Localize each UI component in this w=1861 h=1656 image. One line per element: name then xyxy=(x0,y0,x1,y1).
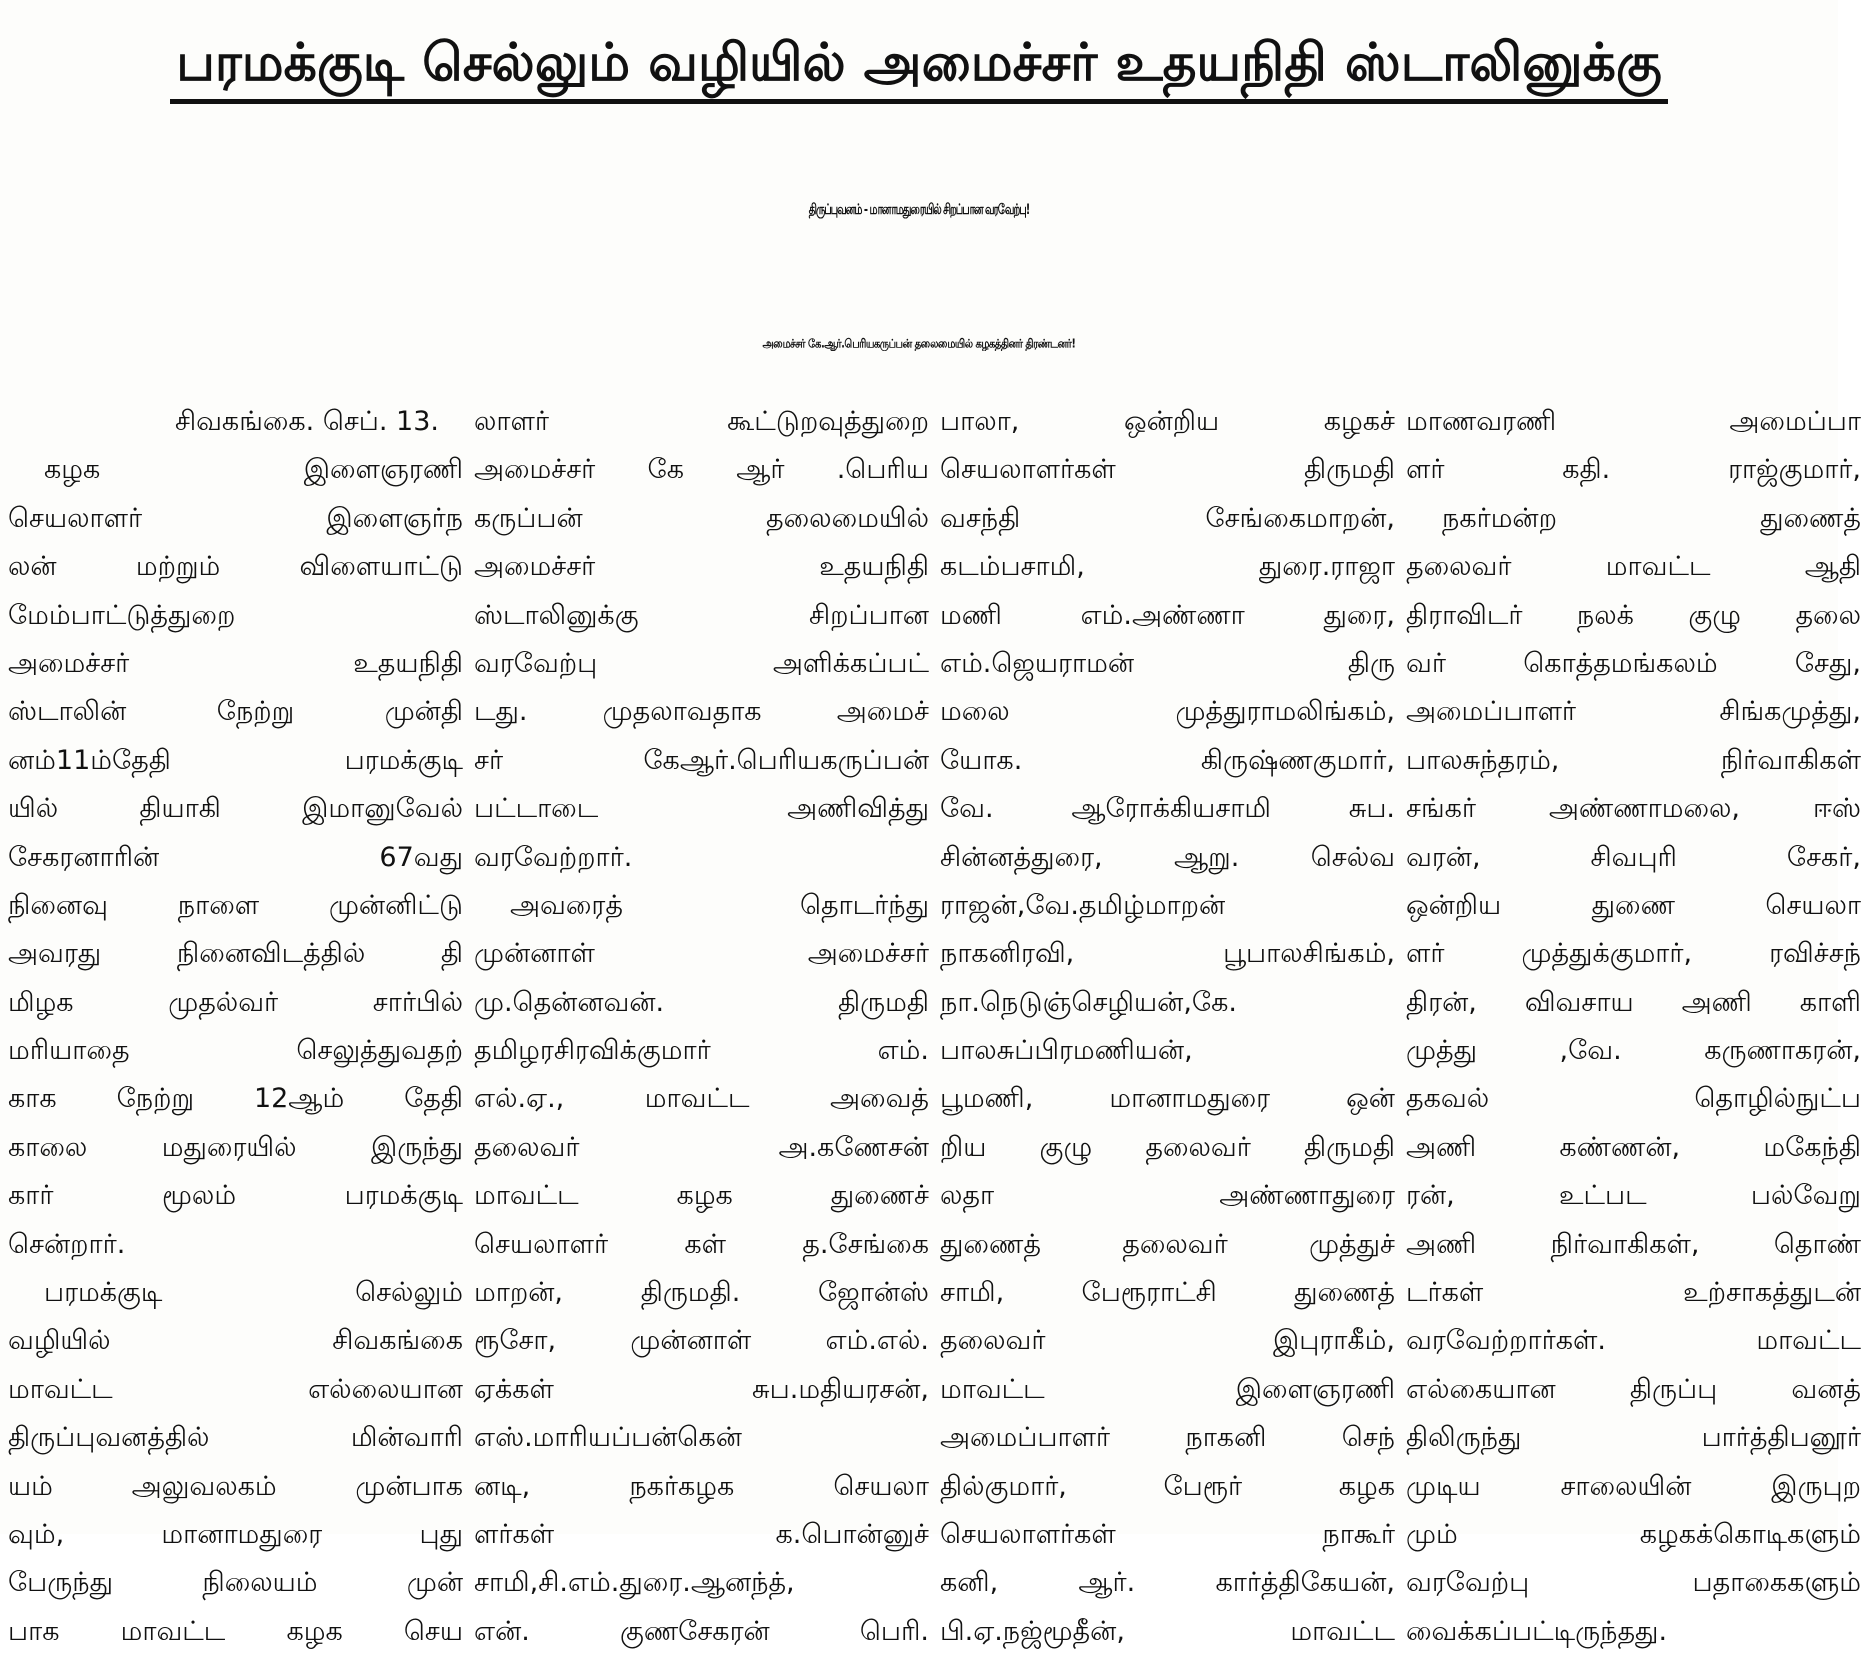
article-line: பேருந்து நிலையம் முன் xyxy=(8,1567,463,1599)
article-line: ளர்கள் க.பொன்னுச் xyxy=(474,1518,929,1550)
article-column-2 xyxy=(474,398,929,1656)
article-line: தலைவர் இபுராகீம், xyxy=(940,1325,1395,1357)
article-line: அமைப்பாளர் சிங்கமுத்து, xyxy=(1406,696,1861,728)
article-line: னம்11ம்தேதி பரமக்குடி xyxy=(8,744,463,776)
kicker-text: பரமக்குடி செல்லும் வழியில் அமைச்சர் உதயநிதி ஸ்டாலினுக்கு xyxy=(170,27,1668,104)
article-line: பூமணி, மானாமதுரை ஒன் xyxy=(940,1083,1395,1115)
article-line: பட்டாடை அணிவித்து xyxy=(474,793,929,825)
article-line: அமைச்சர் கே ஆர் .பெரிய xyxy=(474,454,929,486)
article-line: டர்கள் உற்சாகத்துடன் xyxy=(1406,1277,1861,1309)
article-line: சென்றார். xyxy=(8,1228,126,1260)
article-line: மிழக முதல்வர் சார்பில் xyxy=(8,986,463,1018)
article-line: ளர் கதி. ராஜ்குமார், xyxy=(1406,454,1861,486)
article-line: தலைவர் அ.கணேசன் xyxy=(474,1131,929,1163)
article-line: சாமி, பேரூராட்சி துணைத் xyxy=(940,1277,1395,1309)
article-line: யம் அலுவலகம் முன்பாக xyxy=(8,1470,463,1502)
article-line: கழக இளைஞரணி xyxy=(44,454,463,486)
article-line: மேம்பாட்டுத்துறை xyxy=(8,599,236,631)
article-line: மாறன், திருமதி. ஜோன்ஸ் xyxy=(474,1277,929,1309)
article-body xyxy=(8,398,1861,1647)
article-line: மலை முத்துராமலிங்கம், xyxy=(940,696,1395,728)
article-line: வரவேற்பு அளிக்கப்பட் xyxy=(474,647,929,679)
article-line: வரன், சிவபுரி சேகர், xyxy=(1406,841,1861,873)
article-line: வரவேற்றார்கள். மாவட்ட xyxy=(1406,1325,1861,1357)
article-line: பாலசுப்பிரமணியன், xyxy=(940,1035,1193,1067)
article-line: னடி, நகர்கழக செயலா xyxy=(474,1470,929,1502)
article-line: சங்கர் அண்ணாமலை, ஈஸ் xyxy=(1406,793,1861,825)
article-line: சிவகங்கை. செப். 13. xyxy=(174,406,439,437)
article-line: தகவல் தொழில்நுட்ப xyxy=(1406,1083,1861,1115)
article-line: திருப்புவனத்தில் மின்வாரி xyxy=(8,1422,463,1454)
article-line: எஸ்.மாரியப்பன்கென் xyxy=(474,1422,742,1454)
article-line: வர் கொத்தமங்கலம் சேது, xyxy=(1406,647,1861,679)
article-line: செயலாளர்கள் நாகூர் xyxy=(940,1518,1395,1550)
article-line: சாமி,சி.எம்.துரை.ஆனந்த், xyxy=(474,1567,795,1599)
article-line: ரன், உட்பட பல்வேறு xyxy=(1406,1180,1861,1212)
article-line: பாக மாவட்ட கழக செய xyxy=(8,1615,463,1647)
article-line: எல்.ஏ., மாவட்ட அவைத் xyxy=(474,1083,929,1115)
article-line: லாளர் கூட்டுறவுத்துறை xyxy=(474,406,929,437)
article-line: திலிருந்து பார்த்திபனூர் xyxy=(1406,1422,1861,1454)
article-line: நினைவு நாளை முன்னிட்டு xyxy=(8,889,463,921)
article-line: அணி கண்ணன், மகேந்தி xyxy=(1406,1131,1861,1163)
article-line: ஒன்றிய துணை செயலா xyxy=(1406,889,1861,921)
article-column-1 xyxy=(8,398,463,1656)
article-line: வரவேற்பு பதாகைகளும் xyxy=(1406,1567,1861,1599)
main-headline: திருப்புவனம் - மானாமதுரையில் சிறப்பான வரவேற்பு! xyxy=(808,202,1030,219)
article-line: நா.நெடுஞ்செழியன்,கே. xyxy=(940,986,1237,1018)
article-line: மாவட்ட கழக துணைச் xyxy=(474,1180,929,1212)
article-line: மு.தென்னவன். திருமதி xyxy=(474,986,929,1018)
article-line: வழியில் சிவகங்கை xyxy=(8,1325,463,1357)
article-line: திராவிடர் நலக் குழு தலை xyxy=(1406,599,1861,631)
article-line: மாவட்ட இளைஞரணி xyxy=(940,1373,1395,1405)
article-line: தலைவர் மாவட்ட ஆதி xyxy=(1406,551,1861,583)
sub-headline: அமைச்சர் கே.ஆர்.பெரியகருப்பன் தலைமையில் கழகத்தினர் திரண்டனர்! xyxy=(762,337,1076,351)
article-line: காலை மதுரையில் இருந்து xyxy=(8,1131,463,1163)
article-line: யில் தியாகி இமானுவேல் xyxy=(8,793,463,825)
article-line: என். குணசேகரன் பெரி. xyxy=(474,1615,929,1647)
article-line: யோக. கிருஷ்ணகுமார், xyxy=(940,744,1395,776)
article-line: அணி நிர்வாகிகள், தொண் xyxy=(1406,1228,1861,1260)
article-line: கனி, ஆர். கார்த்திகேயன், xyxy=(940,1567,1395,1599)
article-column-3 xyxy=(940,398,1395,1656)
article-line: வைக்கப்பட்டிருந்தது. xyxy=(1406,1615,1668,1647)
article-line: அவரைத் தொடர்ந்து xyxy=(510,889,929,921)
article-line: லதா அண்ணாதுரை xyxy=(940,1180,1395,1212)
article-column-4 xyxy=(1406,398,1861,1656)
article-line: முத்து ,வே. கருணாகரன், xyxy=(1406,1035,1861,1067)
article-line: நகர்மன்ற துணைத் xyxy=(1442,502,1861,534)
article-line: ரூசோ, முன்னாள் எம்.எல். xyxy=(474,1325,929,1357)
article-line: பாலா, ஒன்றிய கழகச் xyxy=(940,406,1395,437)
article-line: வரவேற்றார். xyxy=(474,841,633,873)
article-line: சேகரனாரின் 67வது xyxy=(8,841,463,873)
article-line: கடம்பசாமி, துரை.ராஜா xyxy=(940,551,1395,583)
article-line: தில்குமார், பேரூர் கழக xyxy=(940,1470,1395,1502)
article-line: பாலசுந்தரம், நிர்வாகிகள் xyxy=(1406,744,1861,776)
article-line: கார் மூலம் பரமக்குடி xyxy=(8,1180,463,1212)
article-line: டது. முதலாவதாக அமைச் xyxy=(474,696,929,728)
article-line: றிய குழு தலைவர் திருமதி xyxy=(940,1131,1395,1163)
article-line: காக நேற்று 12ஆம் தேதி xyxy=(8,1083,463,1115)
article-line: செயலாளர் கள் த.சேங்கை xyxy=(474,1228,929,1260)
article-line: நாகனிரவி, பூபாலசிங்கம், xyxy=(940,938,1395,970)
article-line: ஸ்டாலின் நேற்று முன்தி xyxy=(8,696,463,728)
article-line: திரன், விவசாய அணி காளி xyxy=(1406,986,1861,1018)
article-line: கருப்பன் தலைமையில் xyxy=(474,502,929,534)
article-line: அமைப்பாளர் நாகனி செந் xyxy=(940,1422,1395,1454)
article-line: பரமக்குடி செல்லும் xyxy=(44,1277,463,1309)
article-line: முடிய சாலையின் இருபுற xyxy=(1406,1470,1861,1502)
article-line: அவரது நினைவிடத்தில் தி xyxy=(8,938,463,970)
article-line: துணைத் தலைவர் முத்துச் xyxy=(940,1228,1395,1260)
article-line: ளர் முத்துக்குமார், ரவிச்சந் xyxy=(1406,938,1861,970)
article-line: ராஜன்,வே.தமிழ்மாறன் xyxy=(940,889,1226,921)
article-line: பி.ஏ.நஜ்மூதீன், மாவட்ட xyxy=(940,1615,1395,1647)
article-line: வும், மானாமதுரை புது xyxy=(8,1518,463,1550)
article-line: வே. ஆரோக்கியசாமி சுப. xyxy=(940,793,1395,825)
article-line: எம்.ஜெயராமன் திரு xyxy=(940,647,1395,679)
article-line: வசந்தி சேங்கைமாறன், xyxy=(940,502,1395,534)
article-line: ஸ்டாலினுக்கு சிறப்பான xyxy=(474,599,929,631)
article-line: மாணவரணி அமைப்பா xyxy=(1406,406,1861,437)
article-line: முன்னாள் அமைச்சர் xyxy=(474,938,929,970)
article-line: சின்னத்துரை, ஆறு. செல்வ xyxy=(940,841,1395,873)
article-line: சர் கேஆர்.பெரியகருப்பன் xyxy=(474,744,929,776)
article-line: தமிழரசிரவிக்குமார் எம். xyxy=(474,1035,929,1067)
article-line: அமைச்சர் உதயநிதி xyxy=(8,647,463,679)
article-line: மும் கழகக்கொடிகளும் xyxy=(1406,1518,1861,1550)
article-line: அமைச்சர் உதயநிதி xyxy=(474,551,929,583)
article-line: எல்கையான திருப்பு வனத் xyxy=(1406,1373,1861,1405)
article-line: மரியாதை செலுத்துவதற் xyxy=(8,1035,463,1067)
article-line: லன் மற்றும் விளையாட்டு xyxy=(8,551,463,583)
article-line: செயலாளர் இளைஞர்ந xyxy=(8,502,463,534)
article-line: செயலாளர்கள் திருமதி xyxy=(940,454,1395,486)
article-line: ஏக்கள் சுப.மதியரசன், xyxy=(474,1373,929,1405)
article-line: மாவட்ட எல்லையான xyxy=(8,1373,463,1405)
article-line: மணி எம்.அண்ணா துரை, xyxy=(940,599,1395,631)
